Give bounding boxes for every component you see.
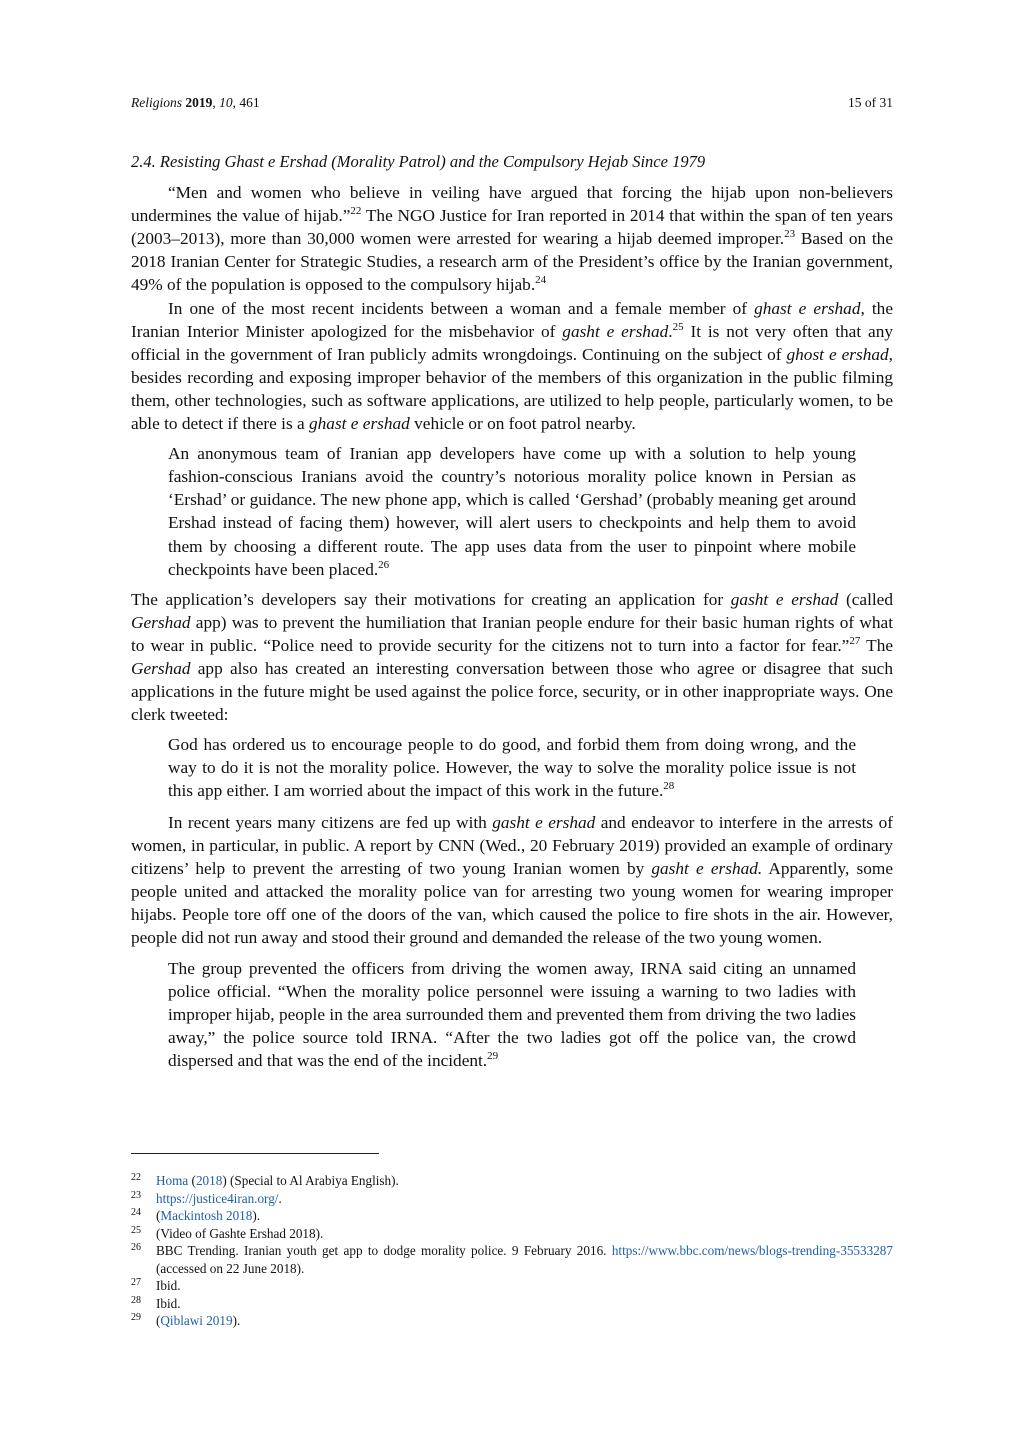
text: The group prevented the officers from driving the women away, IRNA said citing an unnamed police official. “When the morality police personnel were issuing a warning to two ladies with improper hijab, people in the area surrounded them and prevented them from driving the two ladies away,” the police source told IRNA. “After the two ladies got off the police van, the crowd dispersed and that was the end of the incident. (168, 959, 856, 1071)
footnote-23 (131, 1190, 893, 1208)
article-number: 461 (239, 95, 260, 110)
text: In recent years many citizens are fed up with (168, 812, 493, 832)
section-title: 2.4. Resisting Ghast e Ershad (Morality Patrol) and the Compulsory Hejab Since 1979 (131, 152, 706, 171)
paragraph-1 (131, 181, 893, 296)
citation-link[interactable]: Mackintosh 2018 (160, 1208, 253, 1223)
text: In one of the most recent incidents between a woman and a female member of (168, 298, 755, 318)
text: BBC Trending. Iranian youth get app to dodge morality police. 9 February 2016. (156, 1243, 612, 1258)
text: The NGO Justice for Iran reported in 2014 that within the span of ten years (2003–2013), more than 30,000 women were arrested for wearing a hijab deemed improper. (131, 206, 894, 249)
main-text (131, 150, 893, 1080)
text: Based on the 2018 Iranian Center for Strategic Studies, a research arm of the President’s office by the Iranian government, 49% of the population is opposed to the compulsory hijab. (131, 229, 893, 295)
journal-year: 2019 (185, 95, 213, 110)
footnote-28 (131, 1295, 893, 1313)
text: ). (252, 1208, 261, 1223)
citation-link[interactable]: 2018 (195, 1173, 223, 1188)
footnote-number: 22 (131, 1172, 141, 1183)
text: and endeavor to interfere in the arrests of women, in particular, in public. A report by CNN (Wed., 20 February 2019) provided an example of ordinary citizens’ help to prevent the arresting of two young Iranian women by (131, 812, 893, 878)
italic-term: Gershad (131, 612, 191, 632)
footnote-number: 28 (131, 1294, 141, 1306)
text: (Video of Gashte Ershad 2018). (156, 1225, 324, 1241)
text: An anonymous team of Iranian app developers have come up with a solution to help young fashion-conscious Iranians avoid the country’s notorious morality police known in Persian as ‘Ershad’ or guidance. The new phone app, which is called ‘Gershad’ (probably meaning get around Ershad instead of facing them) however, will alert users to checkpoints and help them to avoid them by choosing a different route. The app uses data from the user to pinpoint where mobile checkpoints have been placed. (168, 444, 856, 579)
text: , the Iranian Interior Minister apologized for the misbehavior of (131, 298, 893, 341)
text: ) (Special to Al Arabiya English). (222, 1173, 399, 1188)
footnote-ref[interactable]: 28 (663, 780, 675, 793)
paragraph-3 (131, 588, 893, 727)
footnote-number: 26 (131, 1242, 141, 1253)
footnote-22 (131, 1172, 893, 1190)
citation-link[interactable]: Homa (156, 1173, 189, 1188)
footnote-number: 25 (131, 1224, 141, 1236)
text: . (668, 321, 673, 341)
text: app also has created an interesting conversation between those who agree or disagree that such applications in the future might be used against the police force, security, or in other inappropriate ways. One clerk tweeted: (131, 658, 893, 725)
italic-term: gasht e ershad (562, 321, 669, 341)
url-link[interactable]: https://justice4iran.org/ (156, 1190, 279, 1206)
footnotes (131, 1172, 893, 1330)
text: ( (156, 1313, 161, 1328)
italic-term: ghost e ershad (786, 344, 889, 364)
text: The application’s developers say their motivations for creating an application for (131, 589, 731, 609)
text: ). (232, 1313, 241, 1328)
footnote-ref[interactable]: 27 (849, 634, 861, 647)
text: Apparently, some people united and attacked the morality police van for arresting two young women for wearing improper hijabs. People tore off one of the doors of the van, which caused the police to fire shots in the air. However, people did not run away and stood their ground and demanded the release of the two young women. (131, 858, 893, 947)
text: (called (838, 589, 893, 609)
footnote-26 (131, 1242, 893, 1277)
text: It is not very often that any official in the government of Iran publicly admits wrongdoings. Continuing on the subject of (131, 321, 893, 364)
paragraph-4 (131, 811, 893, 950)
footnote-ref[interactable]: 26 (378, 558, 390, 571)
footnote-number: 24 (131, 1207, 141, 1218)
footnote-number: 27 (131, 1277, 141, 1288)
footnote-27 (131, 1277, 893, 1295)
italic-term: gasht e ershad (492, 812, 596, 832)
footnote-ref[interactable]: 24 (535, 274, 547, 287)
text: “Men and women who believe in veiling have argued that forcing the hijab upon non-believers undermines the value of hijab.” (131, 183, 893, 226)
text: ( (188, 1173, 196, 1188)
block-quote-2 (168, 733, 856, 802)
text: Ibid. (156, 1295, 181, 1311)
journal-volume: 10 (219, 95, 233, 110)
italic-term: ghast e ershad (309, 414, 410, 434)
italic-term: ghast e ershad (754, 298, 861, 318)
text: app) was to prevent the humiliation that Iranian people endure for their basic human rights of what to wear in public. “Police need to provide security for the citizens not to turn into a factor for fear.” (131, 612, 893, 655)
text: (accessed on 22 June 2018). (156, 1260, 305, 1276)
block-quote-1 (168, 442, 856, 581)
italic-term: gasht e ershad. (651, 858, 763, 878)
footnote-number: 23 (131, 1189, 141, 1201)
footnote-ref[interactable]: 23 (784, 228, 796, 241)
italic-term: Gershad (131, 658, 191, 678)
text: Ibid. (156, 1278, 181, 1293)
footnote-ref[interactable]: 29 (487, 1050, 499, 1063)
citation-link[interactable]: Qiblawi 2019 (160, 1313, 233, 1328)
journal-citation: Religions 2019, 10, 461 (131, 95, 260, 110)
text: ( (156, 1208, 161, 1223)
footnote-29 (131, 1312, 893, 1330)
footnote-25 (131, 1225, 893, 1243)
text: . (278, 1190, 282, 1206)
journal-name: Religions (131, 95, 182, 110)
text: , besides recording and exposing improper behavior of the members of this organization in the public filming them, other technologies, such as software applications, are utilized to help people, particularly women, to be able to detect if there is a (131, 344, 893, 434)
footnote-number: 29 (131, 1312, 141, 1323)
footnote-divider (131, 1153, 379, 1154)
page-number: 15 of 31 (848, 95, 893, 110)
footnote-ref[interactable]: 25 (672, 320, 684, 333)
footnote-ref[interactable]: 22 (350, 205, 362, 218)
italic-term: gasht e ershad (730, 589, 839, 609)
text: vehicle or on foot patrol nearby. (409, 414, 636, 434)
text: God has ordered us to encourage people to do good, and forbid them from doing wrong, and the way to do it is not the morality police. However, the way to solve the morality police issue is not this app either. I am worried about the impact of this work in the future. (168, 735, 856, 801)
paragraph-2 (131, 297, 893, 436)
text: The (860, 635, 894, 655)
url-link[interactable]: https://www.bbc.com/news/blogs-trending-35533287 (611, 1243, 893, 1258)
footnote-24 (131, 1207, 893, 1225)
block-quote-3 (168, 957, 856, 1072)
